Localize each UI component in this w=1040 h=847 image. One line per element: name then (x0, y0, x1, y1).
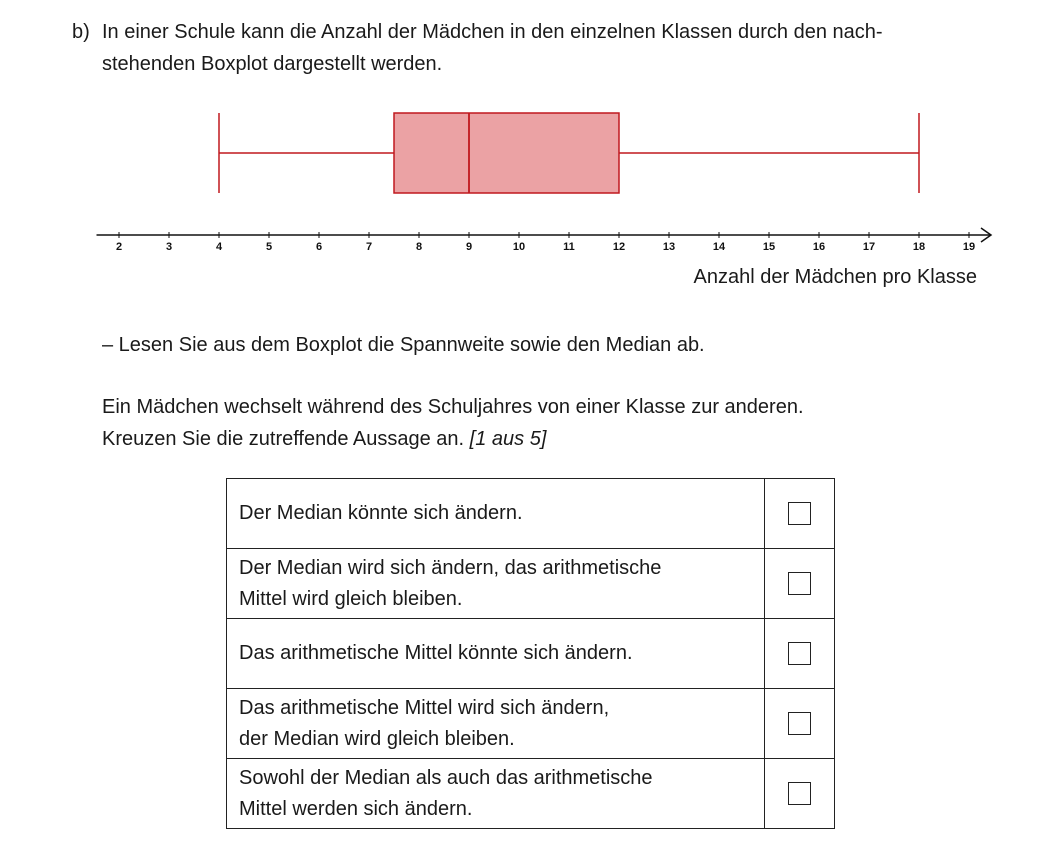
task-intro-line2: stehenden Boxplot dargestellt werden. (102, 53, 443, 75)
task-intro-line1: In einer Schule kann die Anzahl der Mädchen in den einzelnen Klassen durch den nach- (102, 21, 883, 43)
x-axis-tick-label: 4 (215, 241, 223, 253)
answer-row (227, 549, 835, 619)
answer-checkbox[interactable] (788, 642, 811, 665)
answer-table (226, 478, 835, 829)
answer-checkbox-cell (765, 619, 835, 689)
x-axis-tick-label: 12 (612, 241, 626, 253)
x-axis-tick-label: 19 (962, 241, 976, 253)
answer-line: Sowohl der Median als auch das arithmetische (239, 766, 653, 789)
x-axis-tick-label: 8 (415, 241, 423, 253)
x-axis-tick-label: 16 (812, 241, 826, 253)
answer-checkbox[interactable] (788, 712, 811, 735)
answer-checkbox[interactable] (788, 782, 811, 805)
instruction-main: Kreuzen Sie die zutreffende Aussage an. (102, 428, 465, 450)
answer-line: Der Median wird sich ändern, das arithmetische (239, 556, 662, 579)
answer-line: Das arithmetische Mittel könnte sich ändern. (239, 642, 633, 664)
x-axis-tick-label: 17 (862, 241, 876, 253)
instruction-text (102, 427, 546, 451)
question-1: – Lesen Sie aus dem Boxplot die Spannweite sowie den Median ab. (102, 334, 705, 356)
answer-checkbox[interactable] (788, 572, 811, 595)
context-text: Ein Mädchen wechselt während des Schuljahres von einer Klasse zur anderen. (102, 396, 804, 418)
answer-statement (227, 479, 765, 549)
x-axis-tick-label: 5 (265, 241, 273, 253)
answer-line: Mittel wird gleich bleiben. (239, 587, 463, 610)
answer-row (227, 479, 835, 549)
answer-row (227, 759, 835, 829)
interquartile-box (394, 113, 619, 193)
answer-line: Der Median könnte sich ändern. (239, 502, 523, 524)
answer-row (227, 689, 835, 759)
x-axis-tick-label: 9 (465, 241, 473, 253)
boxplot-chart (0, 95, 1040, 295)
x-axis-tick-label: 2 (115, 241, 123, 253)
answer-checkbox-cell (765, 689, 835, 759)
x-axis-tick-label: 11 (563, 241, 575, 253)
x-axis-tick-label: 7 (365, 241, 373, 253)
answer-checkbox-cell (765, 759, 835, 829)
x-axis-tick-label: 13 (662, 241, 676, 253)
x-axis-label: Anzahl der Mädchen pro Klasse (693, 266, 977, 288)
answer-statement (227, 549, 765, 619)
x-axis-tick-label: 3 (165, 241, 173, 253)
answer-checkbox[interactable] (788, 502, 811, 525)
x-axis-tick-label: 15 (762, 241, 776, 253)
x-axis-tick-label: 10 (512, 241, 526, 253)
answer-row (227, 619, 835, 689)
x-axis-tick-label: 14 (712, 241, 726, 253)
task-label: b) (72, 21, 90, 43)
answer-checkbox-cell (765, 549, 835, 619)
answer-line: Mittel werden sich ändern. (239, 797, 473, 820)
answer-checkbox-cell (765, 479, 835, 549)
answer-statement (227, 689, 765, 759)
x-axis-tick-label: 6 (315, 241, 323, 253)
instruction-hint: [1 aus 5] (469, 428, 547, 450)
answer-line: der Median wird gleich bleiben. (239, 727, 515, 750)
answer-line: Das arithmetische Mittel wird sich ändern, (239, 696, 610, 719)
answer-statement (227, 619, 765, 689)
answer-statement (227, 759, 765, 829)
x-axis-tick-label: 18 (912, 241, 926, 253)
